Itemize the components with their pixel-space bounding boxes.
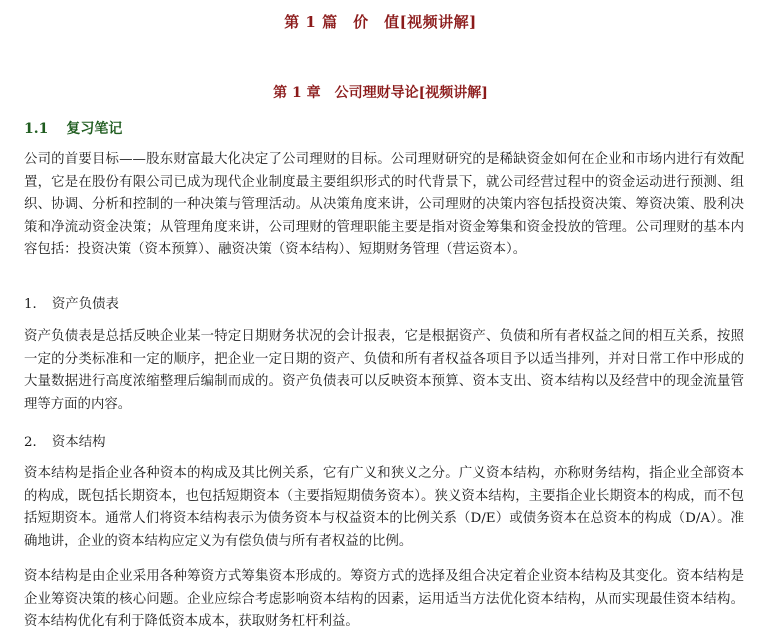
capital-structure-paragraph-1: 资本结构是指企业各种资本的构成及其比例关系，它有广义和狭义之分。广义资本结构，亦称财务结构，指企业全部资本的构成，既包括长期资本，也包括短期资本（主要指短期债务资本）。狭义资本结构，主要指企业长期资本的构成，而不包括短期资本。通常人们将资本结构表示为债务资本与权益资本的比例关系（D/E）或债务资本在总资本的构成（D/A）。准确地讲，企业的资本结构应定义为有偿负债与所有者权益的比例。 xyxy=(24,466,744,549)
capital-structure-paragraph-2: 资本结构是由企业采用各种筹资方式筹集资本形成的。筹资方式的选择及组合决定着企业资本结构及其变化。资本结构是企业筹资决策的核心问题。企业应综合考虑影响资本结构的因素，运用适当方法优化资本结构，从而实现最佳资本结构。资本结构优化有利于降低资本成本，获取财务杠杆利益。 xyxy=(24,569,744,630)
intro-paragraph: 公司的首要目标——股东财富最大化决定了公司理财的目标。公司理财研究的是稀缺资金如何在企业和市场内进行有效配置，它是在股份有限公司已成为现代企业制度最主要组织形式的时代背景下，就公司经营过程中的资金运动进行预测、组织、协调、分析和控制的一种决策与管理活动。从决策角度来讲，公司理财的决策内容包括投资决策、筹资决策、股利决策和净流动资金决策；从管理角度来讲，公司理财的管理职能主要是指对资金筹集和资金投放的管理。公司理财的基本内容包括：投资决策（资本预算）、融资决策（资本结构）、短期财务管理（营运资本）。 xyxy=(24,152,744,258)
section-number: 1.1 xyxy=(24,121,49,137)
part-title: 第 1 篇 价 值[视频讲解] xyxy=(284,13,477,31)
subsection-number: 1． xyxy=(24,297,46,312)
subsection-title: 资本结构 xyxy=(51,435,106,450)
subsection-title: 资产负债表 xyxy=(51,297,119,312)
chapter-title: 第 1 章 公司理财导论[视频讲解] xyxy=(273,85,488,101)
subsection-heading-capital-structure xyxy=(24,431,105,450)
subsection-number: 2． xyxy=(24,435,46,450)
section-title: 复习笔记 xyxy=(66,121,123,137)
subsection-heading-balance-sheet xyxy=(24,293,119,312)
section-heading xyxy=(24,118,122,138)
balance-sheet-paragraph: 资产负债表是总括反映企业某一特定日期财务状况的会计报表，它是根据资产、负债和所有者权益之间的相互关系，按照一定的分类标准和一定的顺序，把企业一定日期的资产、负债和所有者权益各项目予以适当排列，并对日常工作中形成的大量数据进行高度浓缩整理后编制而成的。资产负债表可以反映资本预算、资本支出、资本结构以及经营中的现金流量管理等方面的内容。 xyxy=(24,329,744,412)
